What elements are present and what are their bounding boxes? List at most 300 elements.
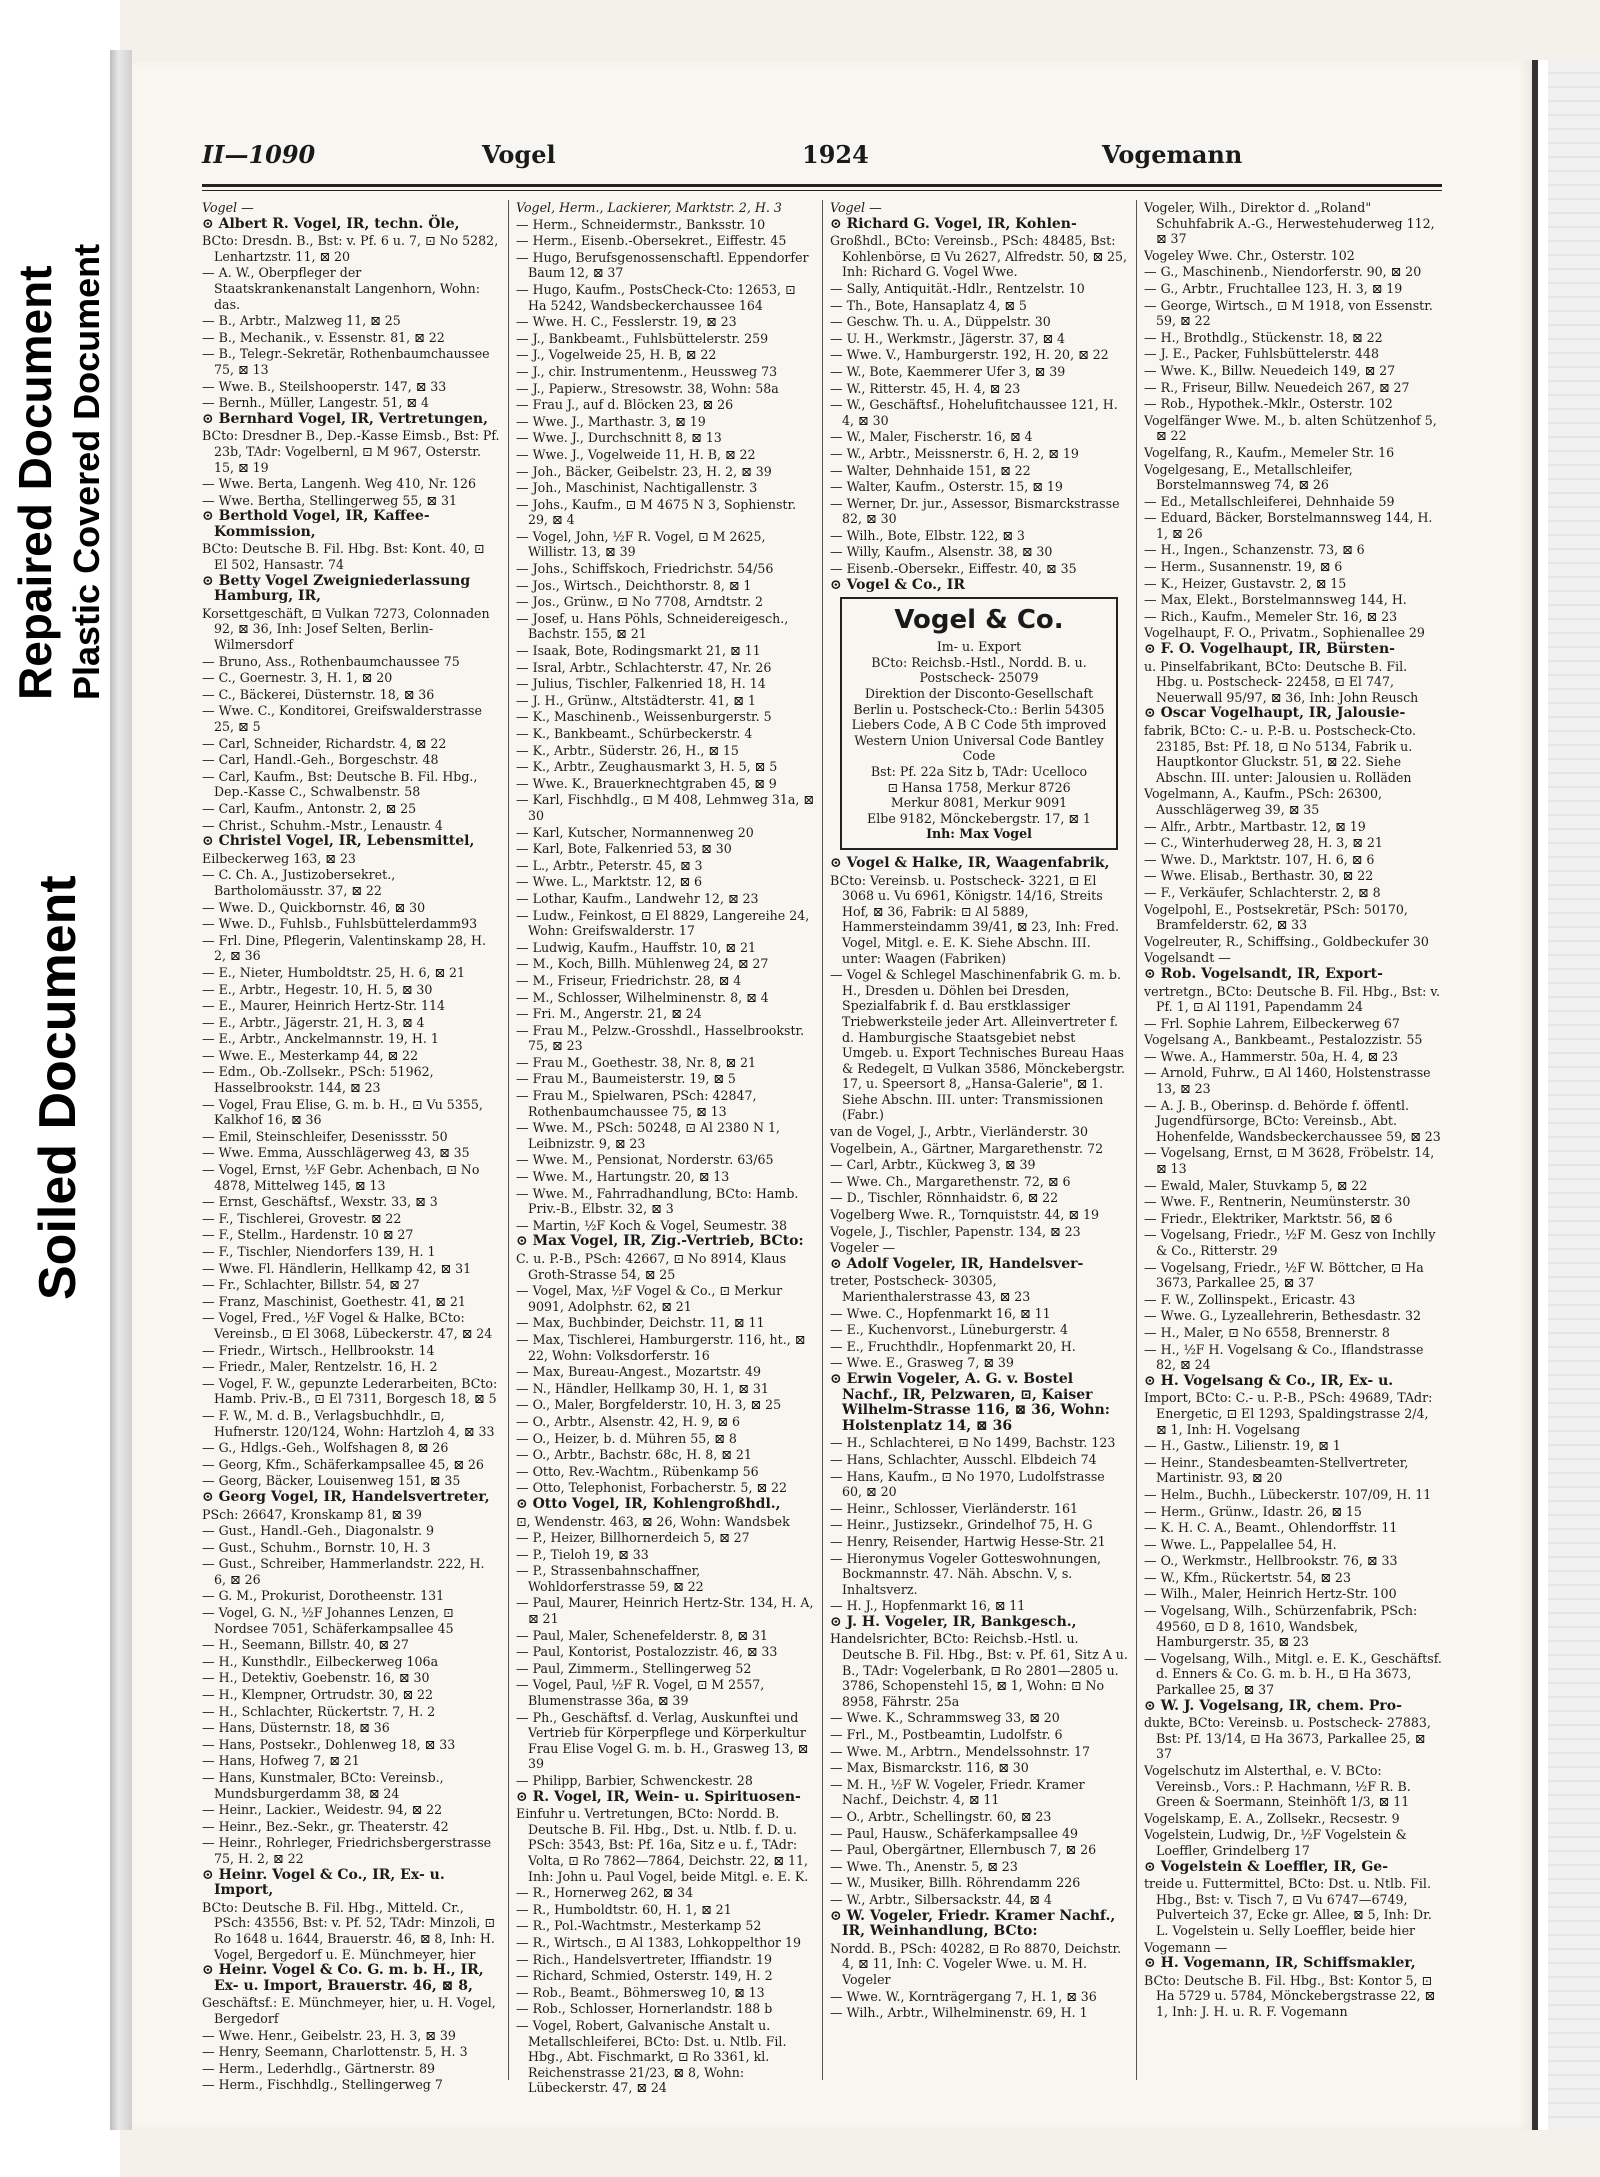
directory-entry-bold: ⊙ H. Vogemann, IR, Schiffsmakler,	[1144, 1955, 1416, 1972]
directory-entry: — Rob., Hypothek.-Mklr., Osterstr. 102	[1144, 396, 1393, 412]
directory-entry: — Fri. M., Angerstr. 21, ⊠ 24	[516, 1006, 702, 1022]
directory-entry: — C. Ch. A., Justizobersekret., Bartholomäusstr. 37, ⊠ 22	[202, 867, 396, 898]
directory-entry: — P., Tieloh 19, ⊠ 33	[516, 1546, 649, 1562]
directory-entry: — Alfr., Arbtr., Martbastr. 12, ⊠ 19	[1144, 818, 1366, 834]
directory-entry: — E., Fruchthdlr., Hopfenmarkt 20, H.	[830, 1338, 1076, 1354]
directory-entry: — E., Arbtr., Hegestr. 10, H. 5, ⊠ 30	[202, 981, 433, 997]
directory-entry: — Julius, Tischler, Falkenried 18, H. 14	[516, 676, 766, 692]
directory-entry: — Wwe. L., Marktstr. 12, ⊠ 6	[516, 874, 703, 890]
directory-entry: — E., Arbtr., Anckelmannstr. 19, H. 1	[202, 1031, 439, 1047]
directory-entry: ⊡, Wendenstr. 463, ⊠ 26, Wohn: Wandsbek	[516, 1513, 790, 1529]
directory-entry: — H., Maler, ⊡ No 6558, Brennerstr. 8	[1144, 1324, 1390, 1340]
directory-entry: Vogelsandt —	[1144, 950, 1231, 966]
directory-entry: — D., Tischler, Rönnhaidstr. 6, ⊠ 22	[830, 1190, 1059, 1206]
directory-entry-bold: ⊙ W. Vogeler, Friedr. Kramer Nachf., IR, Weinhandlung, BCto:	[830, 1907, 1116, 1940]
page-fold	[1532, 60, 1538, 2130]
directory-entry: — Wwe. J., Durchschnitt 8, ⊠ 13	[516, 430, 722, 446]
directory-entry: — Hieronymus Vogeler Gotteswohnungen, Bockmannstr. 47. Näh. Abschn. V, s. Inhaltsverz.	[830, 1550, 1102, 1597]
directory-entry: — O., Arbtr., Alsenstr. 42, H. 9, ⊠ 6	[516, 1413, 740, 1429]
directory-entry: — Paul, Maler, Schenefelderstr. 8, ⊠ 31	[516, 1627, 768, 1643]
column-2	[516, 200, 814, 2096]
directory-entry: — A. J. B., Oberinsp. d. Behörde f. öffentl. Jugendfürsorge, BCto: Vereinsb., Abt. Hohenfelde, Wandsbeckerchaussee 59, ⊠ 23	[1144, 1097, 1441, 1144]
directory-entry: — Friedr., Wirtsch., Hellbrookstr. 14	[202, 1342, 435, 1358]
directory-entry: Vogeler, Wilh., Direktor d. „Roland" Schuhfabrik A.-G., Herwestehuderweg 112, ⊠ 37	[1144, 200, 1435, 247]
ad-line: BCto: Reichsb.-Hstl., Nordd. B. u. Postscheck- 25079	[871, 654, 1087, 686]
directory-entry: — J., chir. Instrumentenm., Heussweg 73	[516, 363, 778, 379]
directory-entry: — Wwe. Bertha, Stellingerweg 55, ⊠ 31	[202, 492, 457, 508]
directory-entry: — Karl, Bote, Falkenried 53, ⊠ 30	[516, 841, 732, 857]
directory-entry: — K., Maschinenb., Weissenburgerstr. 5	[516, 709, 772, 725]
ad-line: Liebers Code, A B C Code 5th improved	[851, 717, 1107, 733]
directory-entry: Vogelhaupt, F. O., Privatm., Sophienallee 29	[1144, 625, 1425, 641]
ad-line: Direktion der Disconto-Gesellschaft Berlin u. Postscheck-Cto.: Berlin 54305	[853, 686, 1105, 717]
directory-entry: — Vogelsang, Ernst, ⊡ M 3628, Fröbelstr. 14, ⊠ 13	[1144, 1145, 1435, 1177]
directory-entry: — G., Hdlgs.-Geh., Wolfshagen 8, ⊠ 26	[202, 1440, 449, 1456]
directory-entry: — R., Humboldtstr. 60, H. 1, ⊠ 21	[516, 1901, 732, 1917]
directory-entry: — H. J., Hopfenmarkt 16, ⊠ 11	[830, 1598, 1026, 1614]
directory-entry: — Hans, Kunstmaler, BCto: Vereinsb., Mundsburgerdamm 38, ⊠ 24	[202, 1770, 444, 1801]
directory-entry: — U. H., Werkmstr., Jägerstr. 37, ⊠ 4	[830, 330, 1066, 346]
directory-entry: — Wwe. K., Brauerknechtgraben 45, ⊠ 9	[516, 775, 777, 791]
directory-entry: — Herm., Grünw., Idastr. 26, ⊠ 15	[1144, 1503, 1362, 1519]
directory-entry: — G. M., Prokurist, Dorotheenstr. 131	[202, 1588, 445, 1604]
directory-entry: — Walter, Kaufm., Osterstr. 15, ⊠ 19	[830, 479, 1063, 495]
directory-entry: — Wilh., Maler, Heinrich Hertz-Str. 100	[1144, 1586, 1397, 1602]
advertisement-box	[840, 597, 1118, 850]
directory-entry-bold: ⊙ Christel Vogel, IR, Lebensmittel,	[202, 833, 475, 850]
column-head: Vogel, Herm., Lackierer, Marktstr. 2, H. 3	[516, 200, 782, 215]
directory-entry: — Sally, Antiquität.-Hdlr., Rentzelstr. 10	[830, 280, 1085, 296]
directory-entry: Eilbeckerweg 163, ⊠ 23	[202, 850, 356, 866]
directory-entry: BCto: Dresdner B., Dep.-Kasse Eimsb., Bst: Pf. 23b, TAdr: Vogelbernl, ⊡ M 967, Osterstr. 15, ⊠ 19	[202, 428, 500, 475]
directory-entry: Vogele, J., Tischler, Papenstr. 134, ⊠ 23	[830, 1223, 1081, 1239]
directory-entry-bold: ⊙ Adolf Vogeler, IR, Handelsver-	[830, 1255, 1084, 1272]
directory-entry: — Ewald, Maler, Stuvkamp 5, ⊠ 22	[1144, 1177, 1368, 1193]
directory-entry: — Wwe. Berta, Langenh. Weg 410, Nr. 126	[202, 476, 476, 492]
header-rule-thin	[202, 190, 1442, 191]
directory-entry: — W., Maler, Fischerstr. 16, ⊠ 4	[830, 429, 1033, 445]
directory-entry: C. u. P.-B., PSch: 42667, ⊡ No 8914, Klaus Groth-Strasse 54, ⊠ 25	[516, 1251, 787, 1282]
directory-entry: — Wwe. Fl. Händlerin, Hellkamp 42, ⊠ 31	[202, 1260, 472, 1276]
directory-entry: Vogelfang, R., Kaufm., Memeler Str. 16	[1144, 444, 1395, 460]
directory-entry: Vogelberg Wwe. R., Tornquiststr. 44, ⊠ 19	[830, 1207, 1099, 1223]
page-year: 1924	[802, 140, 869, 169]
directory-entry: — Wwe. Th., Anenstr. 5, ⊠ 23	[830, 1858, 1018, 1874]
directory-entry: — Wwe. K., Billw. Neuedeich 149, ⊠ 27	[1144, 362, 1396, 378]
directory-entry-bold: ⊙ Rob. Vogelsandt, IR, Export-	[1144, 965, 1383, 982]
directory-entry: — E., Arbtr., Jägerstr. 21, H. 3, ⊠ 4	[202, 1014, 425, 1030]
directory-entry: — O., Arbtr., Bachstr. 68c, H. 8, ⊠ 21	[516, 1447, 752, 1463]
directory-entry: — J. H., Grünw., Altstädterstr. 41, ⊠ 1	[516, 692, 756, 708]
directory-entry: — F., Verkäufer, Schlachterstr. 2, ⊠ 8	[1144, 884, 1381, 900]
directory-entry: — J., Papierw., Stresowstr. 38, Wohn: 58a	[516, 380, 779, 396]
directory-entry: — Max, Bureau-Angest., Mozartstr. 49	[516, 1364, 761, 1380]
directory-entry: — G., Maschinenb., Niendorferstr. 90, ⊠ 20	[1144, 264, 1422, 280]
directory-entry: — Fr., Schlachter, Billstr. 54, ⊠ 27	[202, 1277, 420, 1293]
directory-entry-bold: ⊙ Georg Vogel, IR, Handelsvertreter,	[202, 1488, 490, 1505]
directory-entry: — Ludwig, Kaufm., Hauffstr. 10, ⊠ 21	[516, 939, 756, 955]
directory-entry: — Herm., Susannenstr. 19, ⊠ 6	[1144, 559, 1343, 575]
directory-entry: — J., Vogelweide 25, H. B, ⊠ 22	[516, 347, 717, 363]
directory-entry: — G., Arbtr., Fruchtallee 123, H. 3, ⊠ 19	[1144, 280, 1403, 296]
directory-entry: — O., Maler, Borgfelderstr. 10, H. 3, ⊠ 25	[516, 1397, 782, 1413]
directory-entry: — Jos., Grünw., ⊡ No 7708, Arndtstr. 2	[516, 594, 764, 610]
directory-entry: — J., Bankbeamt., Fuhlsbüttelerstr. 259	[516, 330, 769, 346]
directory-entry: — Wwe. G., Lyzeallehrerin, Bethesdastr. 32	[1144, 1308, 1422, 1324]
directory-entry: Handelsrichter, BCto: Reichsb.-Hstl. u. Deutsche B. Fil. Hbg., Bst: v. Pf. 61, Sitz A u. B., TAdr: Vogelerbank, ⊡ Ro 2801—2805 u. 3786, Schopenstehl 15, ⊠ 1, Wohn: ⊡ No 8958, Fährstr. 25a	[830, 1631, 1128, 1709]
directory-entry: — Christ., Schuhm.-Mstr., Lenaustr. 4	[202, 817, 443, 833]
directory-entry: — Heinr., Bez.-Sekr., gr. Theaterstr. 42	[202, 1818, 449, 1834]
directory-entry: — R., Friseur, Billw. Neuedeich 267, ⊠ 27	[1144, 379, 1410, 395]
directory-entry-bold: ⊙ Heinr. Vogel & Co., IR, Ex- u. Import,	[202, 1866, 445, 1899]
directory-entry: — Paul, Kontorist, Postalozzistr. 46, ⊠ 33	[516, 1644, 778, 1660]
directory-entry: — Vogel & Schlegel Maschinenfabrik G. m. b. H., Dresden u. Döhlen bei Dresden, Spezialfabrik f. d. Bau erstklassiger Triebwerksteile jeder Art. Alleinvertreter f. d. Hamburgische Staatsgebiet nebst Umgeb. u. Export Technisches Bureau Haas & Redegelt, ⊡ Vulkan 3586, Mönckebergstr. 17, u. Speersort 8, „Hansa-Galerie", ⊠ 1. Siehe Abschn. III. unter: Transmissionen (Fabr.)	[830, 967, 1126, 1123]
directory-entry-bold: ⊙ R. Vogel, IR, Wein- u. Spirituosen-	[516, 1788, 801, 1805]
directory-entry: — M. H., ½F W. Vogeler, Friedr. Kramer Nachf., Deichstr. 4, ⊠ 11	[830, 1776, 1085, 1808]
directory-entry: — P., Heizer, Billhornerdeich 5, ⊠ 27	[516, 1530, 750, 1546]
directory-entry: — H., Gastw., Lilienstr. 19, ⊠ 1	[1144, 1438, 1341, 1454]
directory-entry: — Paul, Obergärtner, Ellernbusch 7, ⊠ 26	[830, 1842, 1097, 1858]
directory-entry: — E., Maurer, Heinrich Hertz-Str. 114	[202, 998, 445, 1014]
directory-entry: — Georg, Kfm., Schäferkampsallee 45, ⊠ 26	[202, 1456, 484, 1472]
directory-entry: — Josef, u. Hans Pöhls, Schneidereigesch., Bachstr. 155, ⊠ 21	[516, 610, 789, 642]
directory-entry: — Vogel, John, ½F R. Vogel, ⊡ M 2625, Willistr. 13, ⊠ 39	[516, 528, 766, 560]
directory-entry: — Wwe. M., Hartungstr. 20, ⊠ 13	[516, 1169, 730, 1185]
directory-entry: — K., Bankbeamt., Schürbeckerstr. 4	[516, 726, 753, 741]
directory-entry: — Rob., Schlosser, Hornerlandstr. 188 b	[516, 2001, 773, 2017]
directory-entry: — F., Stellm., Hardenstr. 10 ⊠ 27	[202, 1227, 414, 1243]
directory-entry: — Wwe. M., Fahrradhandlung, BCto: Hamb. Priv.-B., Elbstr. 32, ⊠ 3	[516, 1185, 799, 1217]
directory-entry: — Friedr., Elektriker, Marktstr. 56, ⊠ 6	[1144, 1210, 1393, 1226]
directory-entry: — Carl, Kaufm., Antonstr. 2, ⊠ 25	[202, 800, 417, 816]
directory-entry: — Wwe. E., Mesterkamp 44, ⊠ 22	[202, 1047, 419, 1063]
directory-entry: — Karl, Kutscher, Normannenweg 20	[516, 824, 754, 840]
directory-entry: — Hans, Postsekr., Dohlenweg 18, ⊠ 33	[202, 1736, 456, 1752]
directory-entry-bold: ⊙ Richard G. Vogel, IR, Kohlen-	[830, 215, 1077, 232]
directory-entry: — Rich., Handelsvertreter, Iffiandstr. 19	[516, 1951, 772, 1967]
directory-entry: — W., Geschäftsf., Hohelufitchaussee 121, H. 4, ⊠ 30	[830, 397, 1118, 428]
column-1	[202, 200, 500, 2093]
directory-entry: Großhdl., BCto: Vereinsb., PSch: 48485, Bst: Kohlenbörse, ⊡ Vu 2627, Alfredstr. 50, ⊠ 25, Inh: Richard G. Vogel Wwe.	[830, 233, 1128, 280]
directory-entry: — Wwe. W., Kornträgergang 7, H. 1, ⊠ 36	[830, 1988, 1097, 2004]
directory-columns	[202, 200, 1442, 2096]
directory-entry: — Richard, Schmied, Osterstr. 149, H. 2	[516, 1968, 773, 1984]
directory-entry: Vogeler —	[830, 1240, 896, 1256]
directory-entry-bold: ⊙ J. H. Vogeler, IR, Bankgesch.,	[830, 1613, 1077, 1630]
ad-line: ⊡ Hansa 1758, Merkur 8726	[887, 779, 1071, 795]
directory-entry: — R., Hornerweg 262, ⊠ 34	[516, 1885, 694, 1901]
directory-entry-bold: ⊙ H. Vogelsang & Co., IR, Ex- u.	[1144, 1372, 1394, 1389]
directory-entry: — Vogelsang, Friedr., ½F W. Böttcher, ⊡ Ha 3673, Parkallee 25, ⊠ 37	[1144, 1259, 1424, 1291]
directory-entry: — Werner, Dr. jur., Assessor, Bismarckstrasse 82, ⊠ 30	[830, 495, 1120, 527]
directory-entry: — Henry, Reisender, Hartwig Hesse-Str. 21	[830, 1533, 1106, 1549]
label-repaired: Repaired Document	[9, 265, 61, 700]
directory-entry: — Wwe. M., Arbtrn., Mendelssohnstr. 17	[830, 1743, 1090, 1759]
directory-entry: — Helm., Buchh., Lübeckerstr. 107/09, H. 11	[1144, 1486, 1432, 1502]
directory-page	[132, 60, 1532, 2130]
directory-entry: — Ernst, Geschäftsf., Wexstr. 33, ⊠ 3	[202, 1194, 438, 1210]
directory-entry: — H., Schlachter, Rückertstr. 7, H. 2	[202, 1703, 436, 1719]
directory-entry: — Ludw., Feinkost, ⊡ El 8829, Langereihe 24, Wohn: Greifswalderstr. 17	[516, 907, 810, 939]
directory-entry: — J. E., Packer, Fuhlsbüttelerstr. 448	[1144, 346, 1379, 362]
directory-entry: — Wilh., Arbtr., Wilhelminenstr. 69, H. 1	[830, 2005, 1088, 2021]
directory-entry: — Vogel, Frau Elise, G. m. b. H., ⊡ Vu 5355, Kalkhof 16, ⊠ 36	[202, 1096, 483, 1128]
column-3	[830, 200, 1128, 2080]
directory-entry: Vogelsang A., Bankbeamt., Pestalozzistr. 55	[1144, 1032, 1423, 1048]
directory-entry: — Ph., Geschäftsf. d. Verlag, Auskunftei und Vertrieb für Körperpflege und Körperkultur Frau Elise Vogel G. m. b. H., Grasweg 13, ⊠ 39	[516, 1709, 809, 1772]
directory-entry-bold: ⊙ W. J. Vogelsang, IR, chem. Pro-	[1144, 1697, 1402, 1714]
directory-entry: — Gust., Handl.-Geh., Diagonalstr. 9	[202, 1523, 434, 1539]
directory-entry: — O., Heizer, b. d. Mühren 55, ⊠ 8	[516, 1430, 737, 1446]
directory-entry: BCto: Deutsche B. Fil. Hbg. Bst: Kont. 40, ⊡ El 502, Hansastr. 74	[202, 541, 485, 573]
label-soiled: Soiled Document	[29, 875, 87, 1300]
directory-entry: — Frl. Dine, Pflegerin, Valentinskamp 28, H. 2, ⊠ 36	[202, 932, 486, 964]
directory-entry: — Otto, Telephonist, Forbacherstr. 5, ⊠ 22	[516, 1480, 788, 1496]
directory-entry: — Geschw. Th. u. A., Düppelstr. 30	[830, 314, 1051, 330]
directory-entry: — Bernh., Müller, Langestr. 51, ⊠ 4	[202, 395, 429, 411]
directory-entry: — W., Arbtr., Meissnerstr. 6, H. 2, ⊠ 19	[830, 445, 1079, 461]
ad-title: Vogel & Co.	[894, 605, 1064, 636]
directory-entry: — M., Koch, Billh. Mühlenweg 24, ⊠ 27	[516, 956, 769, 972]
directory-entry: — Wwe. C., Hopfenmarkt 16, ⊠ 11	[830, 1305, 1051, 1321]
directory-entry: Vogelschutz im Alsterthal, e. V. BCto: Vereinsb., Vors.: P. Hachmann, ½F R. B. Green & Soermann, Steinhöft 1/3, ⊠ 11	[1144, 1763, 1411, 1810]
page-number: II—1090	[202, 140, 316, 169]
directory-entry: — M., Friseur, Friedrichstr. 28, ⊠ 4	[516, 972, 742, 988]
directory-entry: — C., Bäckerei, Düsternstr. 18, ⊠ 36	[202, 686, 435, 702]
directory-entry: — Jos., Wirtsch., Deichthorstr. 8, ⊠ 1	[516, 577, 752, 593]
directory-entry: — Willy, Kaufm., Alsenstr. 38, ⊠ 30	[830, 544, 1053, 560]
directory-entry: BCto: Deutsche B. Fil. Hbg., Mitteld. Cr., PSch: 43556, Bst: v. Pf. 52, TAdr: Minzoli, ⊡ Ro 1648 u. 1644, Brauerstr. 46, ⊠ 8, Inh: H. Vogel, Bergedorf u. E. Münchmeyer, hier	[202, 1899, 495, 1962]
directory-entry: — Wwe. Ch., Margarethenstr. 72, ⊠ 6	[830, 1173, 1071, 1189]
directory-entry: — B., Mechanik., v. Essenstr. 81, ⊠ 22	[202, 329, 445, 345]
directory-entry: — W., Kfm., Rückertstr. 54, ⊠ 23	[1144, 1569, 1351, 1585]
directory-entry: — B., Arbtr., Malzweg 11, ⊠ 25	[202, 313, 401, 329]
directory-entry: Vogelfänger Wwe. M., b. alten Schützenhof 5, ⊠ 22	[1144, 412, 1437, 444]
directory-entry: — Wwe. E., Grasweg 7, ⊠ 39	[830, 1355, 1014, 1371]
column-head: Vogel —	[202, 200, 254, 215]
directory-entry: — W., Ritterstr. 45, H. 4, ⊠ 23	[830, 380, 1021, 396]
directory-entry: — Joh., Bäcker, Geibelstr. 23, H. 2, ⊠ 39	[516, 463, 772, 479]
directory-entry: — O., Arbtr., Schellingstr. 60, ⊠ 23	[830, 1809, 1052, 1824]
directory-entry: — Vogel, Robert, Galvanische Anstalt u. Metallschleiferei, BCto: Dst. u. Ntlb. Fil. Hbg., Abt. Fischmarkt, ⊡ Ro 3361, kl. Reichenstrasse 21/23, ⊠ 8, Wohn: Lübeckerstr. 47, ⊠ 24	[516, 2017, 787, 2096]
directory-entry: van de Vogel, J., Arbtr., Vierländerstr. 30	[830, 1124, 1089, 1140]
running-head-left: Vogel	[482, 140, 556, 169]
directory-entry: — B., Telegr.-Sekretär, Rothenbaumchaussee 75, ⊠ 13	[202, 346, 490, 377]
directory-entry: Vogemann —	[1144, 1939, 1228, 1955]
directory-entry: BCto: Vereinsb. u. Postscheck- 3221, ⊡ El 3068 u. Vu 6961, Königstr. 14/16, Streits Hof, ⊠ 36, Fabrik: ⊡ Al 5889, Hammersteindamm 39/41, ⊠ 23, Inh: Fred. Vogel, Mitgl. e. E. K. Siehe Abschn. III. unter: Waagen (Fabriken)	[830, 872, 1120, 966]
directory-entry: — Carl, Handl.-Geh., Borgeschstr. 48	[202, 752, 439, 768]
directory-entry: — Bruno, Ass., Rothenbaumchaussee 75	[202, 653, 460, 669]
directory-entry: — Vogelsang, Friedr., ½F M. Gesz von Inchlly & Co., Ritterstr. 29	[1144, 1227, 1436, 1258]
directory-entry: Import, BCto: C.- u. P.-B., PSch: 49689, TAdr: Energetic, ⊡ El 1293, Spaldingstrasse 2/4, ⊠ 1, Inh: H. Vogelsang	[1144, 1390, 1433, 1437]
directory-entry: — H., Schlachterei, ⊡ No 1499, Bachstr. 123	[830, 1435, 1116, 1451]
directory-entry: Einfuhr u. Vertretungen, BCto: Nordd. B. Deutsche B. Fil. Hbg., Dst. u. Ntlb. f. D. u. PSch: 3543, Bst: Pf. 16a, Sitz e u. f., TAdr: Volta, ⊡ Ro 7862—7864, Deichstr. 22, ⊠ 11, Inh: John u. Paul Vogel, beide Mitgl. e. E. K.	[516, 1806, 809, 1884]
directory-entry: — Carl, Arbtr., Kückweg 3, ⊠ 39	[830, 1157, 1036, 1173]
directory-entry: — K. H. C. A., Beamt., Ohlendorffstr. 11	[1144, 1520, 1398, 1536]
directory-entry: — H., Seemann, Billstr. 40, ⊠ 27	[202, 1637, 409, 1653]
directory-entry: — Wwe. L., Pappelallee 54, H.	[1144, 1536, 1337, 1552]
directory-entry: — Herm., Lederhdlg., Gärtnerstr. 89	[202, 2060, 436, 2076]
directory-entry-bold: ⊙ Erwin Vogeler, A. G. v. Bostel Nachf., IR, Pelzwaren, ⊡, Kaiser Wilhelm-Strasse 116, ⊠ 36, Wohn: Holstenplatz 14, ⊠ 36	[830, 1370, 1110, 1434]
directory-entry: — Wwe. H. C., Fesslerstr. 19, ⊠ 23	[516, 314, 737, 330]
directory-entry: — Max, Tischlerei, Hamburgerstr. 116, ht., ⊠ 22, Wohn: Volksdorferstr. 16	[516, 1331, 806, 1363]
directory-entry: — Heinr., Rohrleger, Friedrichsbergerstrasse 75, H. 2, ⊠ 22	[202, 1835, 492, 1866]
directory-entry: — Arnold, Fuhrw., ⊡ Al 1460, Holstenstrasse 13, ⊠ 23	[1144, 1065, 1431, 1097]
directory-entry: Nordd. B., PSch: 40282, ⊡ Ro 8870, Deichstr. 4, ⊠ 11, Inh: C. Vogeler Wwe. u. M. H. Vogeler	[830, 1940, 1122, 1987]
directory-entry: — Frau M., Pelzw.-Grosshdl., Hasselbrookstr. 75, ⊠ 23	[516, 1022, 805, 1054]
directory-entry: — M., Schlosser, Wilhelminenstr. 8, ⊠ 4	[516, 989, 769, 1005]
directory-entry-bold: ⊙ Vogel & Halke, IR, Waagenfabrik,	[830, 854, 1110, 871]
directory-entry: — Frl., M., Postbeamtin, Ludolfstr. 6	[830, 1727, 1063, 1743]
directory-entry: — Paul, Hausw., Schäferkampsallee 49	[830, 1825, 1079, 1841]
directory-entry: — Vogel, G. N., ½F Johannes Lenzen, ⊡ Nordsee 7051, Schäferkampsallee 45	[202, 1605, 454, 1636]
directory-entry: — F., Tischler, Niendorfers 139, H. 1	[202, 1244, 436, 1259]
directory-entry: — W., Bote, Kaemmerer Ufer 3, ⊠ 39	[830, 363, 1066, 379]
directory-entry: PSch: 26647, Kronskamp 81, ⊠ 39	[202, 1506, 422, 1522]
directory-entry: BCto: Dresdn. B., Bst: v. Pf. 6 u. 7, ⊡ No 5282, Lenhartzstr. 11, ⊠ 20	[202, 233, 499, 264]
ad-line: Merkur 8081, Merkur 9091	[890, 795, 1068, 811]
directory-entry: — Wwe. M., PSch: 50248, ⊡ Al 2380 N 1, Leibnizstr. 9, ⊠ 23	[516, 1120, 781, 1151]
directory-entry: treter, Postscheck- 30305, Marienthalerstrasse 43, ⊠ 23	[830, 1273, 1031, 1304]
directory-entry: — O., Werkmstr., Hellbrookstr. 76, ⊠ 33	[1144, 1553, 1398, 1569]
column-4	[1144, 200, 1442, 2080]
directory-entry: — L., Arbtr., Peterstr. 45, ⊠ 3	[516, 857, 703, 873]
directory-entry: — Georg, Bäcker, Louisenweg 151, ⊠ 35	[202, 1473, 461, 1489]
directory-entry: — F. W., M. d. B., Verlagsbuchhdlr., ⊡, Hufnerstr. 120/124, Wohn: Hartzloh 4, ⊠ 33	[202, 1407, 495, 1439]
directory-entry: — Wwe. B., Steilshooperstr. 147, ⊠ 33	[202, 378, 447, 394]
directory-entry: — Vogel, Paul, ½F R. Vogel, ⊡ M 2557, Blumenstrasse 36a, ⊠ 39	[516, 1677, 765, 1709]
directory-entry-bold: ⊙ Berthold Vogel, IR, Kaffee-Kommission,	[202, 508, 430, 540]
directory-entry: — Emil, Steinschleifer, Desenissstr. 50	[202, 1128, 448, 1144]
ad-line: Im- u. Export	[936, 639, 1022, 655]
directory-entry: — Wwe. Elisab., Berthastr. 30, ⊠ 22	[1144, 868, 1374, 884]
directory-entry: — F., Tischlerei, Grovestr. ⊠ 22	[202, 1210, 402, 1226]
directory-entry: — W., Musiker, Billh. Röhrendamm 226	[830, 1875, 1081, 1891]
directory-entry: — Frau M., Spielwaren, PSch: 42847, Rothenbaumchaussee 75, ⊠ 13	[516, 1088, 757, 1119]
directory-entry: — Walter, Dehnhaide 151, ⊠ 22	[830, 462, 1031, 478]
column-head: Vogel —	[830, 200, 882, 215]
directory-entry: — Paul, Zimmerm., Stellingerweg 52	[516, 1660, 752, 1676]
directory-entry: — Wwe. A., Hammerstr. 50a, H. 4, ⊠ 23	[1144, 1048, 1399, 1064]
directory-entry: — R., Wirtsch., ⊡ Al 1383, Lohkoppelthor 19	[516, 1934, 801, 1950]
directory-entry: vertretgn., BCto: Deutsche B. Fil. Hbg., Bst: v. Pf. 1, ⊡ Al 1191, Papendamm 24	[1144, 983, 1441, 1015]
directory-entry-bold: ⊙ Albert R. Vogel, IR, techn. Öle,	[202, 215, 460, 232]
directory-entry: — Hugo, Berufsgenossenschaftl. Eppendorfer Baum 12, ⊠ 37	[516, 249, 809, 281]
directory-entry: — Lothar, Kaufm., Landwehr 12, ⊠ 23	[516, 890, 759, 906]
directory-entry: — Otto, Rev.-Wachtm., Rübenkamp 56	[516, 1463, 759, 1479]
directory-entry: — F. W., Zollinspekt., Ericastr. 43	[1144, 1291, 1356, 1307]
directory-entry: — Edm., Ob.-Zollsekr., PSch: 51962, Hasselbrookstr. 144, ⊠ 23	[202, 1064, 434, 1096]
directory-entry: — Hugo, Kaufm., PostsCheck-Cto: 12653, ⊡ Ha 5242, Wandsbeckerchaussee 164	[516, 281, 796, 313]
directory-entry-bold: ⊙ Vogel & Co., IR	[830, 576, 965, 593]
directory-entry-bold: ⊙ Max Vogel, IR, Zig.-Vertrieb, BCto:	[516, 1233, 804, 1250]
directory-entry: — Joh., Maschinist, Nachtigallenstr. 3	[516, 480, 758, 496]
directory-entry: — C., Winterhuderweg 28, H. 3, ⊠ 21	[1144, 835, 1383, 851]
directory-entry: — Gust., Schreiber, Hammerlandstr. 222, H. 6, ⊠ 26	[202, 1556, 485, 1587]
directory-entry: — K., Arbtr., Zeughausmarkt 3, H. 5, ⊠ 5	[516, 759, 778, 775]
directory-entry: — H., Klempner, Ortrudstr. 30, ⊠ 22	[202, 1687, 434, 1703]
directory-entry: — Rob., Beamt., Böhmersweg 10, ⊠ 13	[516, 1984, 765, 2000]
directory-entry: — Henry, Seemann, Charlottenstr. 5, H. 3	[202, 2044, 468, 2060]
ad-line: Bst: Pf. 22a Sitz b, TAdr: Ucelloco	[870, 764, 1088, 779]
directory-entry: — H., Kunsthdlr., Eilbeckerweg 106a	[202, 1653, 439, 1669]
directory-entry: — Ed., Metallschleiferei, Dehnhaide 59	[1144, 493, 1395, 509]
directory-entry: treide u. Futtermittel, BCto: Dst. u. Ntlb. Fil. Hbg., Bst: v. Tisch 7, ⊡ Vu 6747—6749, Pulverteich 37, Ecke gr. Allee, ⊠ 5, Inh: Dr. L. Vogelstein u. Selly Loeffler, beide hier	[1144, 1876, 1432, 1938]
directory-entry-bold: ⊙ Heinr. Vogel & Co. G. m. b. H., IR, Ex- u. Import, Brauerstr. 46, ⊠ 8,	[202, 1962, 484, 1994]
directory-entry: Geschäftsf.: E. Münchmeyer, hier, u. H. Vogel, Bergedorf	[202, 1995, 496, 2026]
page-header	[202, 140, 1442, 180]
directory-entry: — Wwe. F., Rentnerin, Neumünsterstr. 30	[1144, 1194, 1411, 1210]
directory-entry: — Franz, Maschinist, Goethestr. 41, ⊠ 21	[202, 1293, 466, 1309]
directory-entry: Korsettgeschäft, ⊡ Vulkan 7273, Colonnaden 92, ⊠ 36, Inh: Josef Selten, Berlin-Wilmersdorf	[202, 605, 490, 653]
directory-entry: — Frl. Sophie Lahrem, Eilbeckerweg 67	[1144, 1015, 1400, 1031]
directory-entry-bold: ⊙ F. O. Vogelhaupt, IR, Bürsten-	[1144, 641, 1395, 658]
directory-entry: BCto: Deutsche B. Fil. Hbg., Bst: Kontor 5, ⊡ Ha 5729 u. 5784, Mönckebergstrasse 22, ⊠ 1, Inh: J. H. u. R. F. Vogemann	[1144, 1972, 1436, 2019]
directory-entry: — H., Detektiv, Goebenstr. 16, ⊠ 30	[202, 1670, 430, 1686]
directory-entry-bold: ⊙ Betty Vogel Zweigniederlassung Hamburg, IR,	[202, 572, 471, 605]
directory-entry: — Hans, Schlachter, Ausschl. Elbdeich 74	[830, 1451, 1097, 1467]
directory-entry: — Vogel, Max, ½F Vogel & Co., ⊡ Merkur 9091, Adolphstr. 62, ⊠ 21	[516, 1283, 783, 1314]
directory-entry: — Wwe. J., Vogelweide 11, H. B, ⊠ 22	[516, 446, 756, 462]
directory-entry: Vogelreuter, R., Schiffsing., Goldbeckufer 30	[1144, 933, 1429, 949]
directory-entry: — A. W., Oberpfleger der Staatskrankenanstalt Langenhorn, Wohn: das.	[202, 265, 481, 312]
directory-entry: — E., Kuchenvorst., Lüneburgerstr. 4	[830, 1322, 1068, 1338]
directory-entry: — K., Heizer, Gustavstr. 2, ⊠ 15	[1144, 575, 1347, 591]
directory-entry: — H., Ingen., Schanzenstr. 73, ⊠ 6	[1144, 542, 1365, 558]
directory-entry: — Herm., Fischhdlg., Stellingerweg 7	[202, 2077, 443, 2093]
ad-line: Inh: Max Vogel	[926, 826, 1032, 842]
directory-entry: — Hans, Düsternstr. 18, ⊠ 36	[202, 1720, 390, 1736]
directory-entry: Vogelpohl, E., Postsekretär, PSch: 50170, Bramfelderstr. 62, ⊠ 33	[1144, 901, 1408, 933]
directory-entry: — Wwe. M., Pensionat, Norderstr. 63/65	[516, 1152, 774, 1168]
directory-entry: u. Pinselfabrikant, BCto: Deutsche B. Fil. Hbg. u. Postscheck- 22458, ⊡ El 747, Neuerwall 95/97, ⊠ 36, Inh: John Reusch	[1144, 658, 1419, 705]
directory-entry: — E., Nieter, Humboldtstr. 25, H. 6, ⊠ 21	[202, 964, 466, 980]
directory-entry: — Johs., Kaufm., ⊡ M 4675 N 3, Sophienstr. 29, ⊠ 4	[516, 496, 797, 528]
directory-entry: dukte, BCto: Vereinsb. u. Postscheck- 27883, Bst: Pf. 13/14, ⊡ Ha 3673, Parkallee 25, ⊠ 37	[1144, 1715, 1431, 1762]
directory-entry: — Vogelsang, Wilh., Mitgl. e. E. K., Geschäftsf. d. Enners & Co. G. m. b. H., ⊡ Ha 3673, Parkallee 25, ⊠ 37	[1144, 1650, 1442, 1698]
directory-entry: Vogelskamp, E. A., Zollsekr., Recsestr. 9	[1144, 1810, 1400, 1826]
directory-entry: — Karl, Fischhdlg., ⊡ M 408, Lehmweg 31a, ⊠ 30	[516, 792, 814, 823]
directory-entry: — Wwe. K., Schrammsweg 33, ⊠ 20	[830, 1710, 1060, 1726]
directory-entry: — Wwe. C., Konditorei, Greifswalderstrasse 25, ⊠ 5	[202, 703, 482, 734]
directory-entry: — Wwe. D., Quickbornstr. 46, ⊠ 30	[202, 899, 426, 915]
directory-entry: Vogeley Wwe. Chr., Osterstr. 102	[1144, 247, 1355, 263]
directory-entry: fabrik, BCto: C.- u. P.-B. u. Postscheck-Cto. 23185, Bst: Pf. 18, ⊡ No 5134, Fabrik u. Hauptkontor Gluckstr. 51, ⊠ 22. Siehe Abschn. III. unter: Jalousien u. Rolläden	[1144, 723, 1416, 785]
directory-entry-bold: ⊙ Bernhard Vogel, IR, Vertretungen,	[202, 410, 488, 427]
directory-entry: — George, Wirtsch., ⊡ M 1918, von Essenstr. 59, ⊠ 22	[1144, 297, 1433, 329]
directory-entry: Vogelbein, A., Gärtner, Margarethenstr. 72	[830, 1140, 1104, 1156]
directory-entry: — Vogelsang, Wilh., Schürzenfabrik, PSch: 49560, ⊡ D 8, 1610, Wandsbek, Hamburgerstr. 35, ⊠ 23	[1144, 1603, 1418, 1650]
directory-entry: — Heinr., Standesbeamten-Stellvertreter, Martinistr. 93, ⊠ 20	[1144, 1454, 1409, 1486]
directory-entry-bold: ⊙ Vogelstein & Loeffler, IR, Ge-	[1144, 1858, 1389, 1875]
directory-entry-bold: ⊙ Otto Vogel, IR, Kohlengroßhdl.,	[516, 1495, 781, 1512]
directory-entry: — Carl, Schneider, Richardstr. 4, ⊠ 22	[202, 735, 447, 751]
directory-entry: — Heinr., Schlosser, Vierländerstr. 161	[830, 1500, 1078, 1516]
directory-entry: — H., Brothdlg., Stückenstr. 18, ⊠ 22	[1144, 329, 1383, 345]
directory-entry: — R., Pol.-Wachtmstr., Mesterkamp 52	[516, 1918, 762, 1934]
directory-entry: — K., Arbtr., Süderstr. 26, H., ⊠ 15	[516, 742, 739, 758]
directory-entry: — Philipp, Barbier, Schwenckestr. 28	[516, 1773, 753, 1788]
directory-entry-bold: ⊙ Oscar Vogelhaupt, IR, Jalousie-	[1144, 705, 1406, 722]
directory-entry: — Heinr., Justizsekr., Grindelhof 75, H. G	[830, 1517, 1093, 1533]
directory-entry: — Isaak, Bote, Rodingsmarkt 21, ⊠ 11	[516, 643, 761, 659]
directory-entry: — Rich., Kaufm., Memeler Str. 16, ⊠ 23	[1144, 608, 1398, 624]
directory-entry: — Herm., Schneidermstr., Banksstr. 10	[516, 216, 766, 232]
directory-entry: — Vogel, Fred., ½F Vogel & Halke, BCto: Vereinsb., ⊡ El 3068, Lübeckerstr. 47, ⊠ 24	[202, 1310, 493, 1341]
directory-entry: — Max, Elekt., Borstelmannsweg 144, H.	[1144, 592, 1407, 608]
directory-entry: — Hans, Kaufm., ⊡ No 1970, Ludolfstrasse 60, ⊠ 20	[830, 1468, 1105, 1500]
directory-entry: — Martin, ½F Koch & Vogel, Seumestr. 38	[516, 1217, 788, 1233]
